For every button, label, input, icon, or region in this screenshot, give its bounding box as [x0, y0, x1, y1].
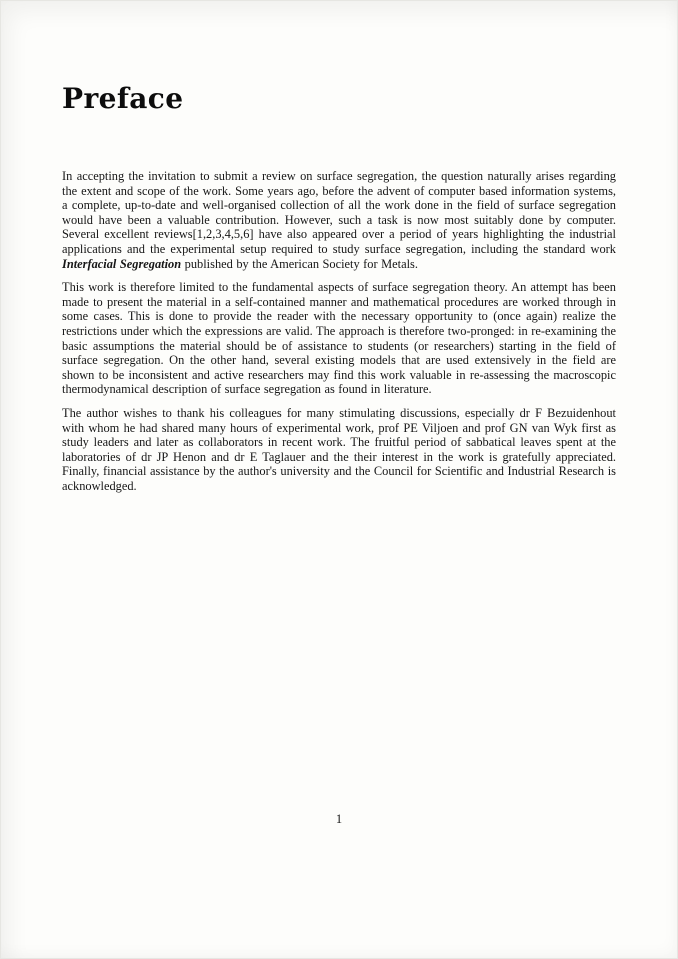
text-block: [62, 82, 616, 502]
paragraph-1-text-after: published by the American Society for Metals.: [181, 256, 418, 271]
book-title-italic: Interfacial Segregation: [62, 256, 182, 271]
paragraph-3: The author wishes to thank his colleagues for many stimulating discussions, especially dr F Bezuidenhout with whom he had shared many hours of experimental work, prof PE Viljoen and prof GN van Wyk first as study leaders and later as collaborators in recent work. The fruitful period of sabbatical leaves spent at the laboratories of dr JP Henon and dr E Taglauer and the their interest in the work is gratefully appreciated. Finally, financial assistance by the author's university and the Council for Scientific and Industrial Research is acknowledged.: [62, 405, 616, 493]
paragraph-1-text-before: In accepting the invitation to submit a review on surface segregation, the question naturally arises regarding the extent and scope of the work. Some years ago, before the advent of computer based information systems, a complete, up-to-date and well-organised collection of all the work done in the field of surface segregation would have been a valuable contribution. However, such a task is now most suitably done by computer. Several excellent reviews[1,2,3,4,5,6] have also appeared over a period of years highlighting the industrial applications and the experimental setup required to study surface segregation, including the standard work: [62, 169, 616, 256]
paragraph-1: [62, 169, 616, 271]
paragraph-2: This work is therefore limited to the fundamental aspects of surface segregation theory. An attempt has been made to present the material in a self-contained manner and mathematical procedures are worked through in some cases. This is done to provide the reader with the necessary opportunity to (once again) realize the restrictions under which the expressions are valid. The approach is therefore two-pronged: in re-examining the basic assumptions the material should be of assistance to students (or researchers) starting in the field of surface segregation. On the other hand, several existing models that are used extensively in the field are shown to be inconsistent and active researchers may find this work valuable in re-assessing the macroscopic thermodynamical description of surface segregation as found in literature.: [62, 280, 616, 397]
page-title: Preface: [62, 82, 184, 115]
page-number: 1: [335, 812, 343, 826]
